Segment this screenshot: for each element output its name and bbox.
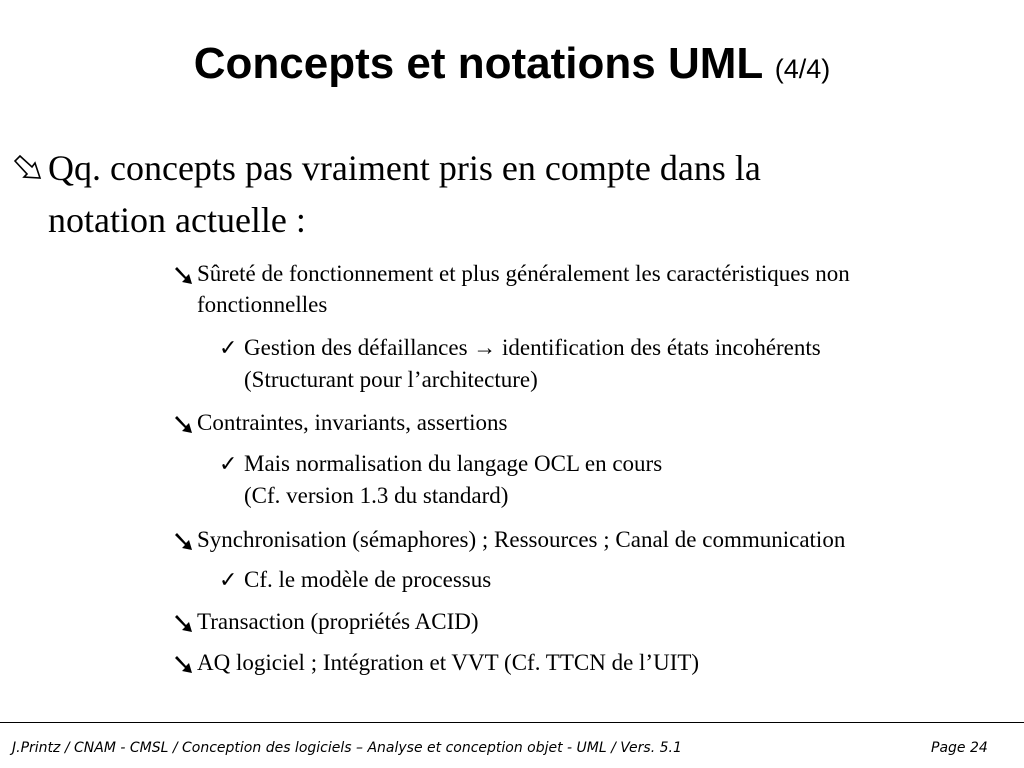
hollow-arrow-icon xyxy=(10,142,48,194)
sub-bullet-synchronisation xyxy=(172,524,1012,555)
right-arrow-icon xyxy=(172,530,194,550)
detail-bullet-line-1: Gestion des défaillances → identification des états incohérents xyxy=(244,335,821,360)
main-bullet-line-2: notation actuelle : xyxy=(48,200,306,240)
detail-bullet-line-1: Mais normalisation du langage OCL en cours xyxy=(244,451,663,476)
sub-bullet-line-1: Synchronisation (sémaphores) ; Ressources ; Canal de communication xyxy=(197,527,846,552)
checkmark-icon: ✓ xyxy=(219,567,238,592)
footer-credit: J.Printz / CNAM - CMSL / Conception des logiciels – Analyse et conception objet - UML / Vers. 5.1 xyxy=(12,740,682,756)
sub-bullet-surete xyxy=(172,258,1012,320)
slide-title-text: Concepts et notations UML xyxy=(193,39,763,88)
slide-title-suffix: (4/4) xyxy=(774,54,831,84)
right-arrow-icon xyxy=(172,264,194,284)
slide-title xyxy=(0,32,1024,101)
detail-bullet-processus xyxy=(219,564,1009,596)
footer-divider xyxy=(0,722,1024,723)
checkmark-icon: ✓ xyxy=(219,451,238,476)
right-arrow-icon xyxy=(172,413,194,433)
detail-bullet-line-1: Cf. le modèle de processus xyxy=(244,567,492,592)
sub-bullet-line-1: Contraintes, invariants, assertions xyxy=(197,410,508,435)
right-arrow-icon xyxy=(172,612,194,632)
sub-bullet-transaction xyxy=(172,606,1012,637)
sub-bullet-contraintes xyxy=(172,407,1012,438)
sub-bullet-line-2: fonctionnelles xyxy=(197,292,328,317)
main-bullet xyxy=(10,142,1000,246)
sub-bullet-line-1: Sûreté de fonctionnement et plus généralement les caractéristiques non xyxy=(197,261,850,286)
detail-bullet-defaillances xyxy=(219,332,1009,396)
detail-bullet-ocl xyxy=(219,448,1009,512)
detail-bullet-line-2: (Structurant pour l’architecture) xyxy=(244,367,538,392)
main-bullet-line-1: Qq. concepts pas vraiment pris en compte dans la xyxy=(48,148,761,188)
checkmark-icon: ✓ xyxy=(219,335,238,360)
right-arrow-icon xyxy=(172,653,194,673)
detail-bullet-line-2: (Cf. version 1.3 du standard) xyxy=(244,483,509,508)
page-number: Page 24 xyxy=(931,740,988,756)
sub-bullet-line-1: AQ logiciel ; Intégration et VVT (Cf. TTCN de l’UIT) xyxy=(197,650,700,675)
sub-bullet-aq-logiciel xyxy=(172,647,1012,678)
sub-bullet-line-1: Transaction (propriétés ACID) xyxy=(197,609,479,634)
